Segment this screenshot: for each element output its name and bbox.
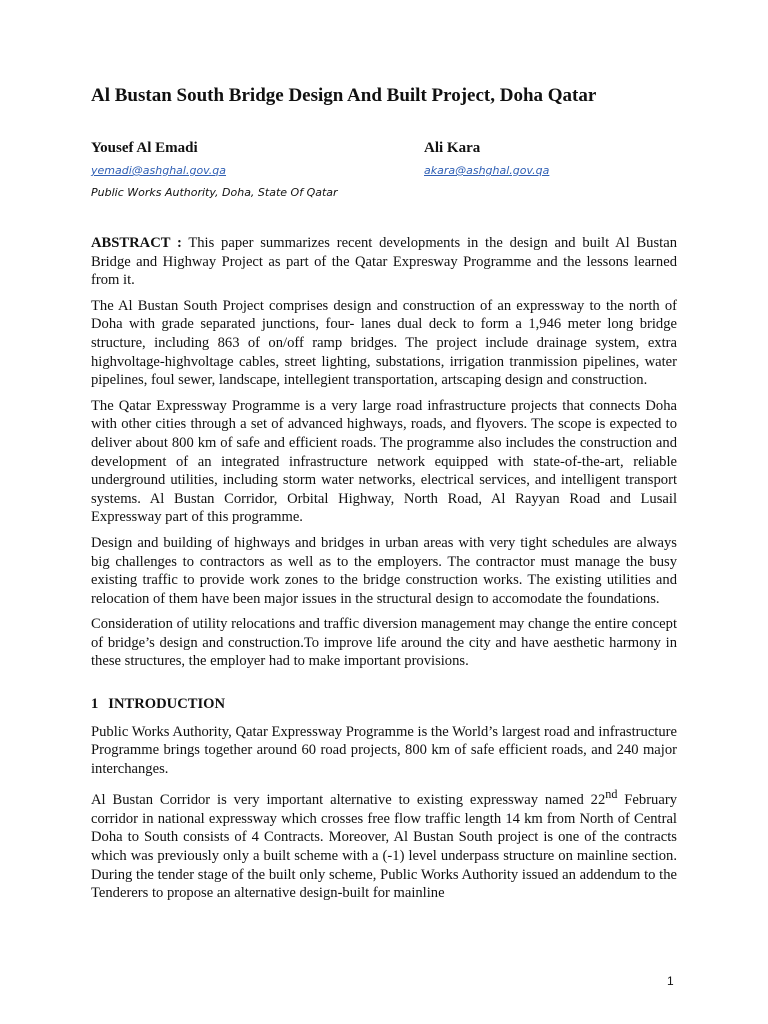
affiliation: Public Works Authority, Doha, State Of Qatar [91, 186, 338, 199]
body-text [91, 234, 677, 910]
section-number: 1 [91, 696, 99, 713]
paper-title: Al Bustan South Bridge Design And Built Project, Doha Qatar [91, 85, 597, 106]
paragraph-4: Consideration of utility relocations and traffic diversion management may change the entire concept of bridge’s design and construction.To improve life around the city and have aesthetic harmony in these structures, the employer had to make important provisions. [91, 616, 677, 670]
intro-paragraph-2 [91, 785, 677, 902]
intro-p2-rest: February corridor in national expressway which crosses free flow traffic length 14 km from North of Central Doha to South consists of 4 Contracts. Moreover, Al Bustan South project is one of the contracts which was previously only a built scheme with a (-1) level underpass structure on mainline section. During the tender stage of the built only scheme, Public Works Authority issued an addendum to the Tenderers to propose an alternative design-built for mainline [91, 792, 677, 902]
author-email-2[interactable]: akara@ashghal.gov.qa [424, 164, 550, 177]
abstract-label: ABSTRACT : [91, 235, 182, 251]
paragraph-3: Design and building of highways and bridges in urban areas with very tight schedules are always big challenges to contractors as well as to the employers. The contractor must manage the busy existing traffic to provide work zones to the bridge construction works. The existing utilities and relocation of them have been major issues in the structural design to accomodate the foundations. [91, 534, 677, 607]
abstract-paragraph [91, 234, 677, 290]
author-name-2: Ali Kara [424, 140, 481, 156]
page-number: 1 [667, 974, 674, 988]
author-name-1: Yousef Al Emadi [91, 140, 198, 156]
paragraph-1: The Al Bustan South Project comprises design and construction of an expressway to the north of Doha with grade separated junctions, four- lanes dual deck to form a 1,946 meter long bridge structure, including 863 of on/off ramp bridges. The project include drainage system, extra highvoltage-highvoltage cables, street lighting, substations, irrigation tranmission pipelines, water pipelines, foul sewer, landscape, intellegient transportation, artscaping design and construction. [91, 297, 677, 389]
paragraph-2: The Qatar Expressway Programme is a very large road infrastructure projects that connects Doha with other cities through a set of advanced highways, roads, and flyovers. The scope is expected to deliver about 800 km of safe and efficient roads. The programme also includes the construction and development of an integrated infrastructure network equipped with state-of-the-art, reliable underground utilities, including storm water networks, electrical services, and intelligent transport systems. Al Bustan Corridor, Orbital Highway, North Road, Al Rayyan Road and Lusail Expressway part of this programme. [91, 397, 677, 526]
section-heading [91, 695, 677, 714]
abstract-text: This paper summarizes recent developments in the design and built Al Bustan Bridge and Highway Project as part of the Qatar Expresway Programme and the lessons learned from it. [91, 235, 677, 289]
section-title: INTRODUCTION [108, 696, 226, 713]
intro-paragraph-1: Public Works Authority, Qatar Expressway Programme is the World’s largest road and infrastructure Programme brings together around 60 road projects, 800 km of safe efficient roads, and 240 major interchanges. [91, 723, 677, 777]
intro-p2-start: Al Bustan Corridor is very important alternative to existing expressway named 22 [91, 792, 606, 809]
author-email-1[interactable]: yemadi@ashghal.gov.qa [91, 164, 227, 177]
ordinal-suffix: nd [605, 787, 618, 802]
